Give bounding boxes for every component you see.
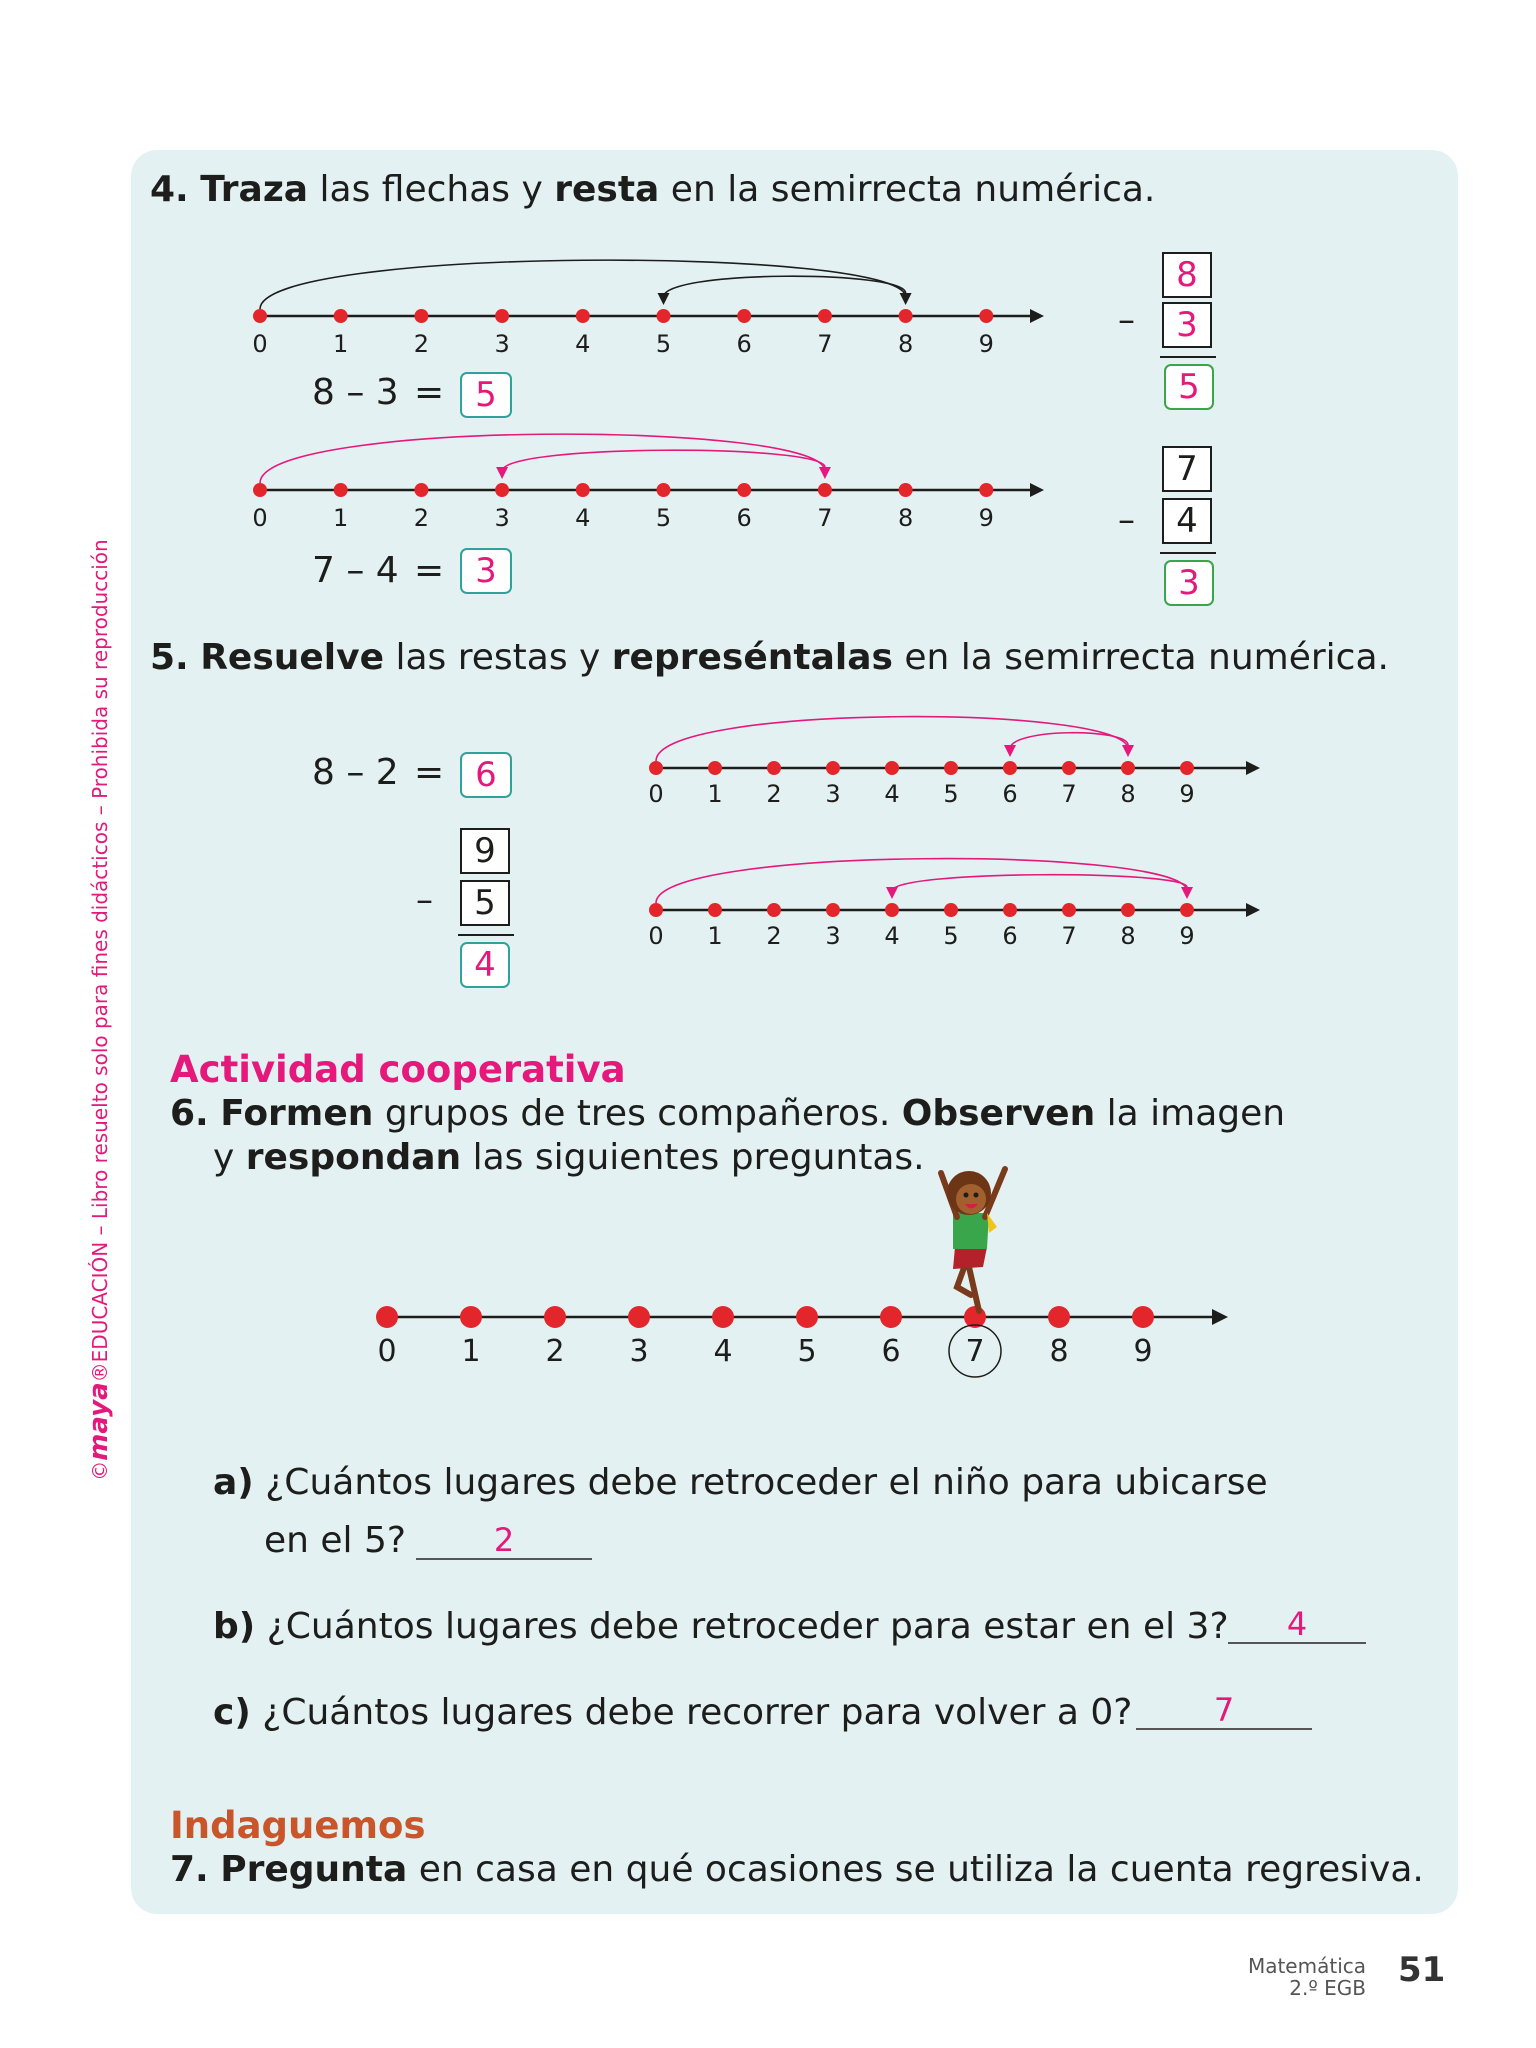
q4-vertical-sub-1: 3 [1162,302,1212,348]
number-dot [899,483,913,497]
number-dot [414,483,428,497]
tick-label: 5 [655,504,672,532]
number-dot [253,309,267,323]
arrow-arc-back [502,450,825,471]
axis-arrowhead [1030,483,1044,497]
q5-answer-1[interactable]: 6 [460,752,512,798]
tick-label: 7 [1061,780,1077,808]
number-dot [460,1306,482,1328]
q6-instruction-line1: 6. Formen grupos de tres compañeros. Observen la imagen [170,1093,1286,1134]
number-dot [885,903,899,917]
number-dot [796,1306,818,1328]
number-dot [576,309,590,323]
tick-label: 4 [575,504,591,532]
q4-vertical-top-1: 8 [1162,252,1212,298]
tick-label: 1 [707,780,723,808]
q6a-answer[interactable]: 2 [416,1520,592,1560]
tick-label: 3 [825,780,841,808]
q4-instruction: 4. Traza las flechas y resta en la semirrecta numérica. [150,169,1156,210]
number-dot [334,309,348,323]
arrowhead [819,467,831,479]
equals-sign: = [414,372,445,413]
q5-equation-1: 8 – 2 [312,752,399,793]
tick-label: 7 [817,504,833,532]
q4-answer-1[interactable]: 5 [460,372,512,418]
q6-instruction-line2: y respondan las siguientes preguntas. [213,1137,925,1178]
tick-label: 1 [461,1334,481,1369]
number-dot [767,903,781,917]
arrowhead [886,887,898,899]
number-dot [944,761,958,775]
tick-label: 3 [494,330,510,358]
tick-label: 9 [1179,922,1195,950]
tick-label: 0 [252,330,268,358]
q4-vertical-sub-2: 4 [1162,498,1212,544]
tick-label: 9 [978,330,994,358]
tick-label: 1 [333,330,349,358]
number-dot [899,309,913,323]
tick-label: 7 [1061,922,1077,950]
brand-logo: maya [84,1382,114,1461]
arrow-arc-start [656,717,1128,761]
tick-label: 6 [1002,780,1018,808]
q6b-question: b) ¿Cuántos lugares debe retroceder para estar en el 3? [213,1606,1229,1647]
q4-answer-2[interactable]: 3 [460,548,512,594]
tick-label: 4 [575,330,591,358]
minus-sign: – [1118,500,1135,540]
q4-equation-2: 7 – 4 [312,550,399,591]
number-dot [495,309,509,323]
arrow-arc-start [260,434,825,483]
tick-label: 2 [545,1334,565,1369]
tick-label: 8 [897,504,914,532]
number-dot [1003,761,1017,775]
number-line-4b [240,414,1070,534]
arrow-arc-back [664,276,906,297]
child-illustration [941,1169,1005,1311]
tick-label: 4 [713,1334,733,1369]
tick-label: 9 [1179,780,1195,808]
tick-label: 5 [655,330,672,358]
tick-label: 7 [965,1334,985,1369]
tick-label: 5 [943,922,959,950]
number-dot [1062,761,1076,775]
copyright-text: ®EDUCACIÓN – Libro resuelto solo para fines didácticos – Prohibida su reproducción [88,539,112,1383]
axis-arrowhead [1246,903,1260,917]
number-dot [737,309,751,323]
tick-label: 8 [1049,1334,1069,1369]
number-line-5b [640,842,1280,962]
page-number: 51 [1398,1950,1446,1990]
number-dot [880,1306,902,1328]
number-line-6 [360,1150,1260,1410]
number-dot [376,1306,398,1328]
minus-sign: – [1118,300,1135,340]
sum-line [1160,356,1216,358]
sum-line [458,934,514,936]
number-dot [979,309,993,323]
tick-label: 6 [736,504,752,532]
tick-label: 8 [897,330,914,358]
q5-vertical-sub: 5 [460,880,510,926]
arrowhead [1181,887,1193,899]
tick-label: 4 [884,922,900,950]
arrow-arc-back [1010,733,1128,749]
tick-label: 7 [817,330,833,358]
tick-label: 1 [333,504,349,532]
arrow-arc-start [260,260,906,309]
q6a-question: a) ¿Cuántos lugares debe retroceder el niño para ubicarse [213,1462,1268,1503]
number-dot [1003,903,1017,917]
q6c-answer[interactable]: 7 [1136,1690,1312,1730]
number-dot [628,1306,650,1328]
minus-sign: – [416,880,433,920]
tick-label: 6 [736,330,752,358]
number-dot [1180,761,1194,775]
q4-vertical-result-2[interactable]: 3 [1164,560,1214,606]
number-dot [708,761,722,775]
tick-label: 2 [413,330,430,358]
tick-label: 2 [413,504,430,532]
number-dot [576,483,590,497]
number-dot [1121,903,1135,917]
number-dot [414,309,428,323]
equals-sign: = [414,752,445,793]
number-dot [826,761,840,775]
number-dot [334,483,348,497]
number-dot [1132,1306,1154,1328]
arrowhead [1122,745,1134,757]
tick-label: 5 [943,780,959,808]
number-dot [818,483,832,497]
cooperative-activity-heading: Actividad cooperativa [170,1048,626,1091]
q5-vertical-top: 9 [460,828,510,874]
indaguemos-heading: Indaguemos [170,1804,426,1847]
tick-label: 9 [1133,1334,1153,1369]
arrowhead [496,467,508,479]
number-dot [1048,1306,1070,1328]
number-dot [712,1306,734,1328]
number-dot [885,761,899,775]
number-dot [495,483,509,497]
sum-line [1160,552,1216,554]
tick-label: 5 [797,1334,817,1369]
number-dot [818,309,832,323]
q6a-question-line2: en el 5? [264,1520,407,1561]
number-dot [1062,903,1076,917]
tick-label: 0 [648,922,664,950]
tick-label: 0 [377,1334,397,1369]
q4-equation-1: 8 – 3 [312,372,399,413]
q6b-answer[interactable]: 4 [1228,1604,1366,1644]
tick-label: 0 [648,780,664,808]
axis-arrowhead [1030,309,1044,323]
arrow-arc-back [892,875,1187,891]
number-line-4a [240,240,1070,360]
axis-arrowhead [1212,1309,1228,1325]
q6c-question: c) ¿Cuántos lugares debe recorrer para volver a 0? [213,1692,1133,1733]
tick-label: 2 [766,780,782,808]
tick-label: 2 [766,922,782,950]
number-dot [544,1306,566,1328]
copyright-symbol: © [88,1460,112,1481]
tick-label: 6 [881,1334,901,1369]
number-dot [979,483,993,497]
q7-instruction: 7. Pregunta en casa en qué ocasiones se utiliza la cuenta regresiva. [170,1849,1424,1890]
tick-label: 6 [1002,922,1018,950]
number-dot [1180,903,1194,917]
q4-vertical-result-1[interactable]: 5 [1164,364,1214,410]
number-dot [649,761,663,775]
tick-label: 8 [1120,780,1136,808]
equals-sign: = [414,550,445,591]
number-dot [944,903,958,917]
arrowhead [658,293,670,305]
arrowhead [900,293,912,305]
q4-vertical-top-2: 7 [1162,446,1212,492]
q5-vertical-result[interactable]: 4 [460,942,510,988]
number-dot [767,761,781,775]
axis-arrowhead [1246,761,1260,775]
number-dot [253,483,267,497]
tick-label: 3 [629,1334,649,1369]
tick-label: 9 [978,504,994,532]
number-dot [737,483,751,497]
tick-label: 3 [825,922,841,950]
arrowhead [1004,745,1016,757]
q5-instruction: 5. Resuelve las restas y represéntalas en la semirrecta numérica. [150,637,1389,678]
copyright-sidebar [84,510,124,1510]
footer-subject: Matemática 2.º EGB [1247,1954,1366,2000]
number-dot [657,483,671,497]
number-dot [826,903,840,917]
number-line-5a [640,700,1280,820]
number-dot [1121,761,1135,775]
number-dot [657,309,671,323]
tick-label: 0 [252,504,268,532]
number-dot [649,903,663,917]
tick-label: 3 [494,504,510,532]
number-dot [708,903,722,917]
tick-label: 4 [884,780,900,808]
tick-label: 8 [1120,922,1136,950]
tick-label: 1 [707,922,723,950]
